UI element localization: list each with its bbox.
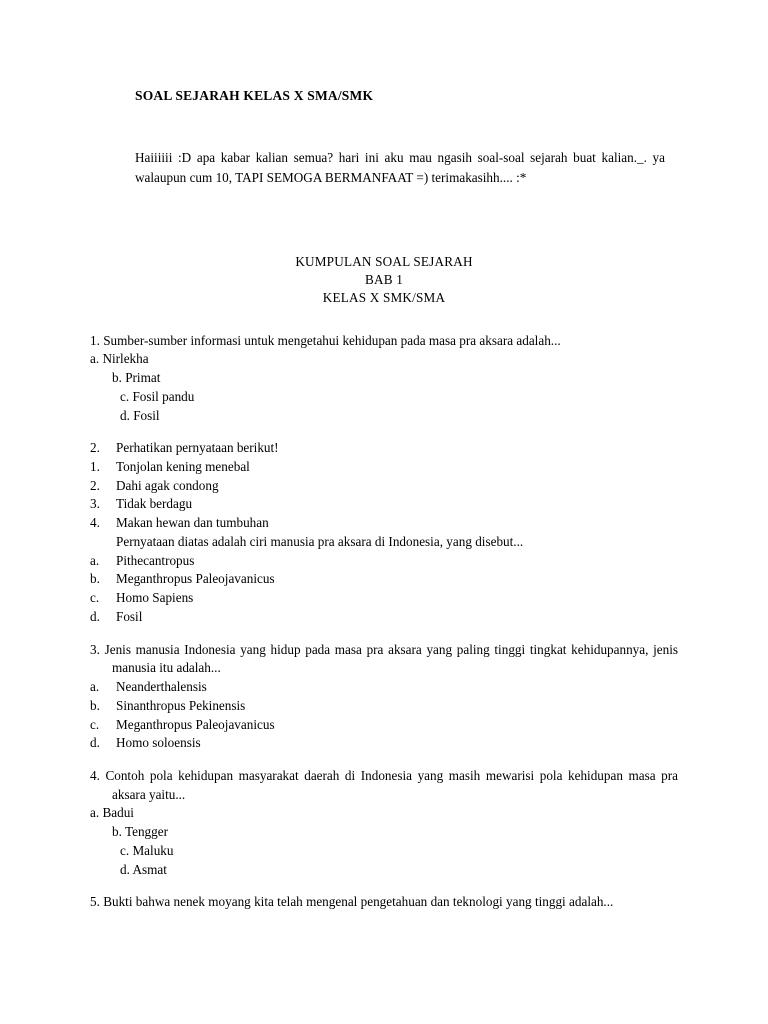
statement-label: 4. <box>90 515 100 531</box>
option-text: Fosil pandu <box>132 388 195 404</box>
option-row <box>90 570 275 589</box>
option-row <box>90 734 275 753</box>
question-5-text <box>90 893 678 912</box>
question-2 <box>90 439 678 626</box>
question-2-body: Perhatikan pernyataan berikut! <box>116 440 279 456</box>
option-row <box>90 716 275 735</box>
option-label: c. <box>90 716 100 732</box>
option-label: b. <box>112 824 122 840</box>
option-row <box>90 678 275 697</box>
option-text: Nirlekha <box>102 351 149 367</box>
option-text: Sinanthropus Pekinensis <box>116 697 246 713</box>
question-1-text <box>90 332 678 351</box>
heading-line-3: KELAS X SMK/SMA <box>322 290 446 306</box>
statement-label: 3. <box>90 496 100 512</box>
statement-label: 2. <box>90 477 100 493</box>
option-label: c. <box>120 388 130 404</box>
question-4 <box>90 767 678 879</box>
document-heading <box>90 253 678 308</box>
question-4-option-d <box>90 861 678 880</box>
option-label: b. <box>90 571 100 587</box>
question-3-text <box>90 641 678 678</box>
question-4-number: 4. <box>90 767 100 783</box>
option-label: a. <box>90 805 100 821</box>
question-4-option-c <box>90 842 678 861</box>
option-row <box>90 697 275 716</box>
statement-text: Tidak berdagu <box>116 496 193 512</box>
option-text: Fosil <box>133 407 160 423</box>
question-1-option-d <box>90 407 678 426</box>
question-1-option-a <box>90 350 678 369</box>
option-row <box>90 552 275 571</box>
question-1-number: 1. <box>90 332 100 348</box>
option-text: Meganthropus Paleojavanicus <box>116 571 275 587</box>
statement-row <box>90 514 523 533</box>
option-text: Maluku <box>132 842 174 858</box>
question-3-number: 3. <box>90 641 100 657</box>
question-1 <box>90 332 678 426</box>
option-text: Badui <box>102 805 134 821</box>
option-label: d. <box>120 407 130 423</box>
option-row <box>90 589 275 608</box>
option-text: Neanderthalensis <box>116 679 207 695</box>
option-label: c. <box>120 842 130 858</box>
question-4-option-b <box>90 823 678 842</box>
question-3-options <box>90 678 275 753</box>
question-4-text <box>90 767 678 804</box>
question-4-body: Contoh pola kehidupan masyarakat daerah di Indonesia yang masih mewarisi pola kehidupan masa pra aksara yaitu... <box>105 767 678 802</box>
option-text: Asmat <box>132 861 167 877</box>
option-label: d. <box>90 735 100 751</box>
option-row <box>90 608 275 627</box>
option-label: b. <box>90 697 100 713</box>
intro-paragraph: Haiiiiii :D apa kabar kalian semua? hari ini aku mau ngasih soal-soal sejarah buat kalian._. ya walaupun cum 10, TAPI SEMOGA BERMANFAAT =) terimakasihh.... :* <box>135 150 665 186</box>
question-5-body: Bukti bahwa nenek moyang kita telah mengenal pengetahuan dan teknologi yang tinggi adalah... <box>103 894 614 910</box>
option-text: Primat <box>125 370 161 386</box>
statement-row <box>90 458 523 477</box>
option-label: d. <box>120 861 130 877</box>
statement-text: Tonjolan kening menebal <box>116 458 250 474</box>
question-5-number: 5. <box>90 894 100 910</box>
option-label: a. <box>90 552 100 568</box>
option-text: Pithecantropus <box>116 552 195 568</box>
option-label: b. <box>112 370 122 386</box>
question-2-number: 2. <box>90 440 100 456</box>
heading-line-2: BAB 1 <box>364 272 403 288</box>
question-2-closing: Pernyataan diatas adalah ciri manusia pra aksara di Indonesia, yang disebut... <box>116 533 524 549</box>
question-1-option-c <box>90 388 678 407</box>
question-1-option-b <box>90 369 678 388</box>
question-3 <box>90 641 678 753</box>
question-1-body: Sumber-sumber informasi untuk mengetahui kehidupan pada masa pra aksara adalah... <box>103 332 561 348</box>
option-text: Homo Sapiens <box>116 590 194 606</box>
heading-line-1: KUMPULAN SOAL SEJARAH <box>295 253 473 269</box>
option-label: a. <box>90 351 100 367</box>
option-text: Meganthropus Paleojavanicus <box>116 716 275 732</box>
option-text: Fosil <box>116 608 143 624</box>
question-5 <box>90 893 678 912</box>
question-2-statements <box>90 458 523 552</box>
spacer <box>90 533 116 552</box>
questions-list <box>90 332 678 913</box>
statement-closing-row <box>90 533 523 552</box>
question-4-option-a <box>90 804 678 823</box>
question-3-body: Jenis manusia Indonesia yang hidup pada masa pra aksara yang paling tinggi tingkat kehidupannya, jenis manusia itu adalah... <box>104 641 679 676</box>
option-label: d. <box>90 608 100 624</box>
option-text: Tengger <box>124 824 168 840</box>
statement-row <box>90 477 523 496</box>
statement-row <box>90 495 523 514</box>
option-label: a. <box>90 679 100 695</box>
statement-text: Makan hewan dan tumbuhan <box>116 515 269 531</box>
statement-text: Dahi agak condong <box>116 477 219 493</box>
question-2-head <box>90 439 279 458</box>
statement-label: 1. <box>90 458 100 474</box>
question-2-options <box>90 552 275 627</box>
page-title: SOAL SEJARAH KELAS X SMA/SMK <box>135 88 374 103</box>
option-label: c. <box>90 590 100 606</box>
option-text: Homo soloensis <box>116 735 201 751</box>
